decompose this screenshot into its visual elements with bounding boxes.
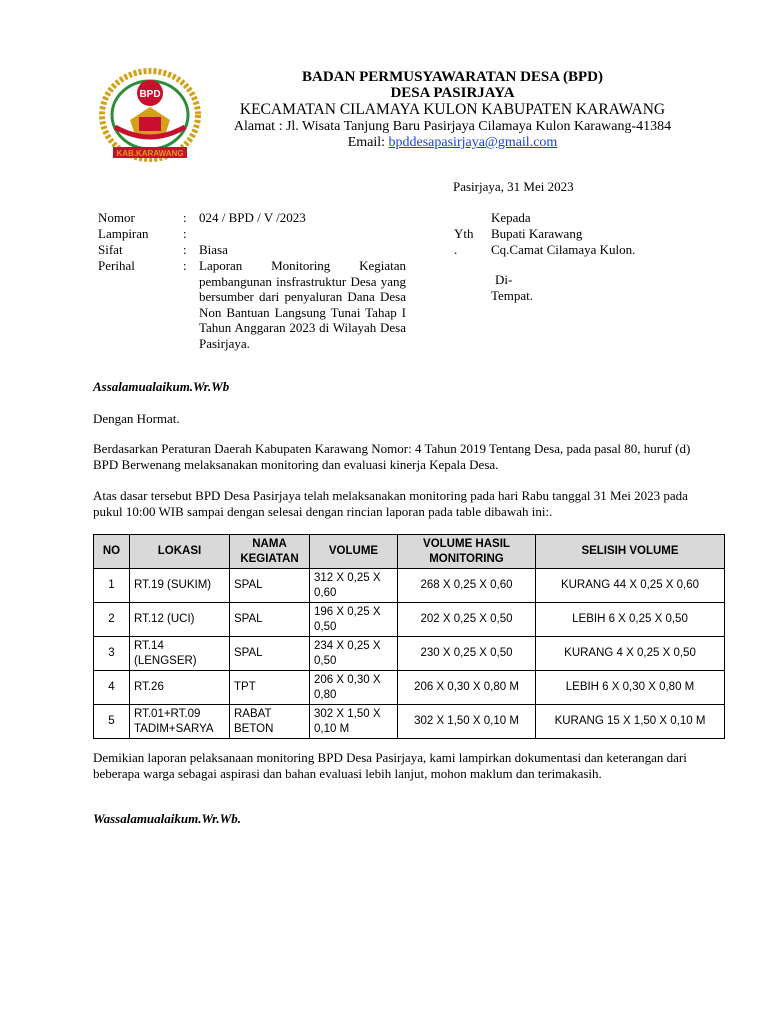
cell-selisih: LEBIH 6 X 0,25 X 0,50 xyxy=(536,603,725,637)
th-lokasi: LOKASI xyxy=(130,535,230,569)
cell-volume: 302 X 1,50 X 0,10 M xyxy=(310,705,398,739)
nomor-label: Nomor xyxy=(98,210,135,225)
recipient-dot: . xyxy=(454,242,458,257)
paragraph-2: Atas dasar tersebut BPD Desa Pasirjaya telah melaksanakan monitoring pada hari Rabu tanggal 31 Mei 2023 pada pukul 10:00 WIB sampai dengan selesai dengan rincian laporan pada table dibawah ini:. xyxy=(93,488,688,519)
cell-volume: 206 X 0,30 X 0,80 xyxy=(310,671,398,705)
cell-volume-hasil: 230 X 0,25 X 0,50 xyxy=(398,637,536,671)
email-line xyxy=(215,136,690,150)
recipient-tempat: Tempat. xyxy=(491,288,534,303)
th-selisih-volume: SELISIH VOLUME xyxy=(536,535,725,569)
cell-volume: 234 X 0,25 X 0,50 xyxy=(310,637,398,671)
logo-text-bottom: KAB.KARAWANG xyxy=(116,149,184,158)
letter-date: Pasirjaya, 31 Mei 2023 xyxy=(453,179,574,194)
th-no: NO xyxy=(94,535,130,569)
lampiran-colon: : xyxy=(183,226,187,241)
th-nama-kegiatan: NAMA KEGIATAN xyxy=(230,535,310,569)
lampiran-label: Lampiran xyxy=(98,226,149,241)
cell-no: 2 xyxy=(94,603,130,637)
cell-no: 5 xyxy=(94,705,130,739)
cell-selisih: KURANG 44 X 0,25 X 0,60 xyxy=(536,569,725,603)
recipient-di: Di- xyxy=(495,272,513,287)
cell-selisih: LEBIH 6 X 0,30 X 0,80 M xyxy=(536,671,725,705)
table-row xyxy=(94,569,725,603)
org-name: BADAN PERMUSYAWARATAN DESA (BPD) xyxy=(302,69,603,85)
cell-selisih: KURANG 15 X 1,50 X 0,10 M xyxy=(536,705,725,739)
district-name: KECAMATAN CILAMAYA KULON KABUPATEN KARAWANG xyxy=(239,101,666,118)
table-row xyxy=(94,603,725,637)
sifat-colon: : xyxy=(183,242,187,257)
cell-selisih: KURANG 4 X 0,25 X 0,50 xyxy=(536,637,725,671)
table-header-row xyxy=(94,535,725,569)
perihal-colon: : xyxy=(183,258,187,273)
recipient-yth: Yth xyxy=(454,226,474,241)
cell-kegiatan: RABAT BETON xyxy=(230,705,310,739)
cell-no: 4 xyxy=(94,671,130,705)
recipient-name: Bupati Karawang xyxy=(491,226,583,241)
table-row xyxy=(94,637,725,671)
cell-no: 3 xyxy=(94,637,130,671)
monitoring-table xyxy=(93,534,725,739)
village-name: DESA PASIRJAYA xyxy=(390,85,515,101)
cell-volume-hasil: 302 X 1,50 X 0,10 M xyxy=(398,705,536,739)
paragraph-1: Berdasarkan Peraturan Daerah Kabupaten Karawang Nomor: 4 Tahun 2019 Tentang Desa, pada pasal 80, huruf (d) BPD Berwenang melaksanakan monitoring dan evaluasi kinerja Kepala Desa. xyxy=(93,441,691,472)
table-row xyxy=(94,671,725,705)
cell-kegiatan: SPAL xyxy=(230,603,310,637)
cell-lokasi: RT.19 (SUKIM) xyxy=(130,569,230,603)
cell-no: 1 xyxy=(94,569,130,603)
bpd-logo-icon xyxy=(95,65,205,165)
th-volume: VOLUME xyxy=(310,535,398,569)
sifat-label: Sifat xyxy=(98,242,123,257)
nomor-colon: : xyxy=(183,210,187,225)
greeting: Assalamualaikum.Wr.Wb xyxy=(93,379,230,394)
th-volume-hasil: VOLUME HASIL MONITORING xyxy=(398,535,536,569)
recipient-cq: Cq.Camat Cilamaya Kulon. xyxy=(491,242,636,257)
perihal-value: Laporan Monitoring Kegiatan pembangunan insfrastruktur Desa yang bersumber dari penyaluran Dana Desa Non Bantuan Langsung Tunai Tahap I Tahun Anggaran 2023 di Wilayah Desa Pasirjaya. xyxy=(199,258,406,351)
cell-lokasi: RT.14 (LENGSER) xyxy=(130,637,230,671)
cell-kegiatan: SPAL xyxy=(230,637,310,671)
farewell: Wassalamualaikum.Wr.Wb. xyxy=(93,811,241,826)
cell-volume: 312 X 0,25 X 0,60 xyxy=(310,569,398,603)
cell-lokasi: RT.01+RT.09 TADIM+SARYA xyxy=(130,705,230,739)
table-row xyxy=(94,705,725,739)
cell-volume: 196 X 0,25 X 0,50 xyxy=(310,603,398,637)
recipient-kepada: Kepada xyxy=(491,210,531,225)
cell-volume-hasil: 268 X 0,25 X 0,60 xyxy=(398,569,536,603)
address: Alamat : Jl. Wisata Tanjung Baru Pasirjaya Cilamaya Kulon Karawang-41384 xyxy=(233,119,672,134)
cell-volume-hasil: 202 X 0,25 X 0,50 xyxy=(398,603,536,637)
sifat-value: Biasa xyxy=(199,242,228,257)
closing-paragraph: Demikian laporan pelaksanaan monitoring BPD Desa Pasirjaya, kami lampirkan dokumentasi dan keterangan dari beberapa warga sebagai aspirasi dan bahan evaluasi lebih lanjut, mohon maklum dan terimakasih. xyxy=(93,750,687,781)
email-link[interactable]: bpddesapasirjaya@gmail.com xyxy=(388,135,558,150)
cell-lokasi: RT.12 (UCI) xyxy=(130,603,230,637)
opening: Dengan Hormat. xyxy=(93,411,180,426)
cell-kegiatan: TPT xyxy=(230,671,310,705)
cell-kegiatan: SPAL xyxy=(230,569,310,603)
cell-lokasi: RT.26 xyxy=(130,671,230,705)
perihal-label: Perihal xyxy=(98,258,135,273)
cell-volume-hasil: 206 X 0,30 X 0,80 M xyxy=(398,671,536,705)
logo-text-top: BPD xyxy=(139,89,161,100)
email-label: Email: xyxy=(347,135,386,150)
nomor-value: 024 / BPD / V /2023 xyxy=(199,210,306,225)
